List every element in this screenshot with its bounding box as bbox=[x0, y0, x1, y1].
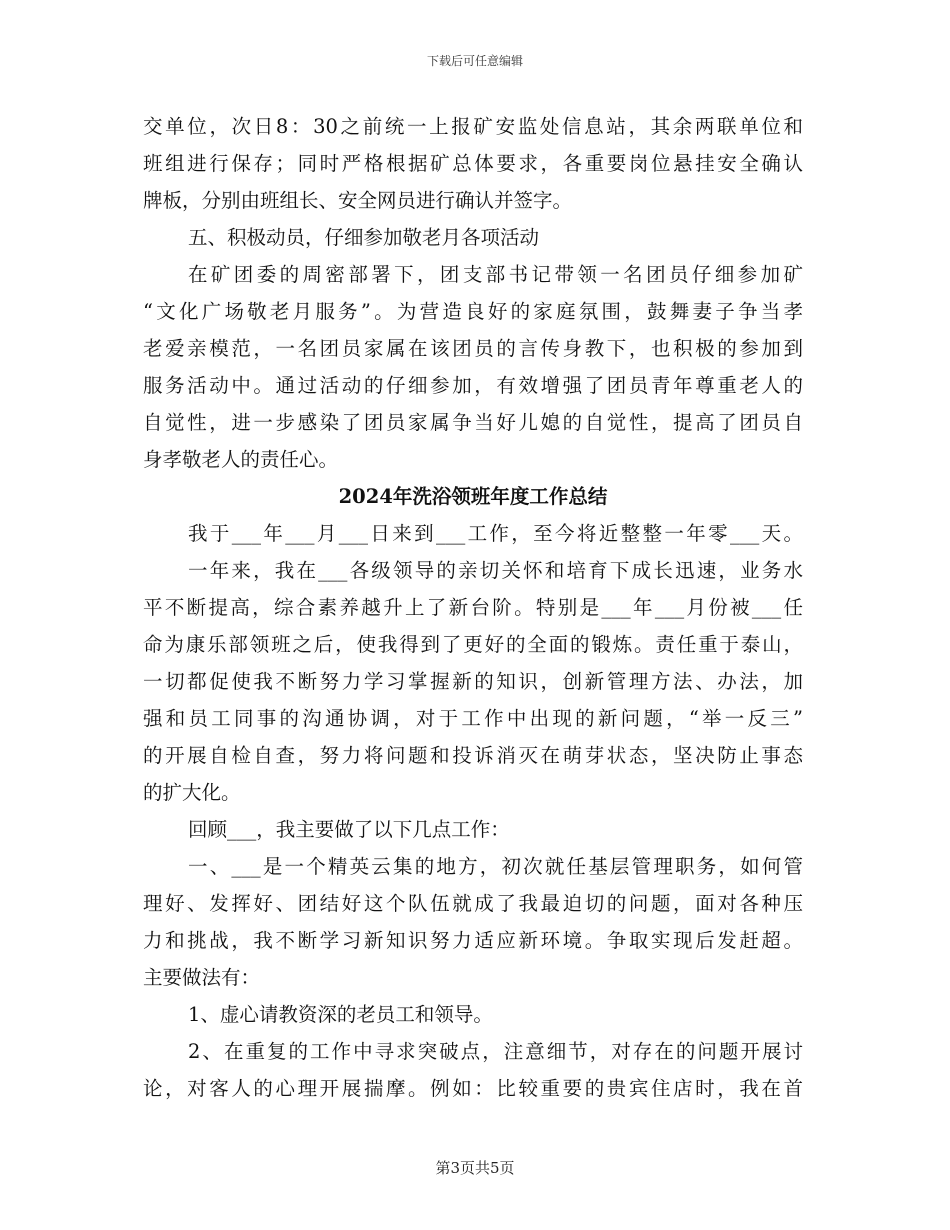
text-line: 力和挑战，我不断学习新知识努力适应新环境。争取实现后发赶超。 bbox=[143, 929, 803, 952]
text-line: 一切都促使我不断努力学习掌握新的知识，创新管理方法、办法，加 bbox=[143, 670, 803, 693]
text-line: 理好、发挥好、团结好这个队伍就成了我最迫切的问题，面对各种压 bbox=[143, 892, 803, 915]
document-body bbox=[143, 108, 803, 1107]
text-line: 自觉性，进一步感染了团员家属争当好儿媳的自觉性，提高了团员自 bbox=[143, 411, 803, 434]
text-line: 老爱亲模范，一名团员家属在该团员的言传身教下，也积极的参加到 bbox=[143, 337, 803, 360]
text-line: 2、在重复的工作中寻求突破点，注意细节，对存在的问题开展讨 bbox=[188, 1040, 803, 1063]
text-line: 回顾___，我主要做了以下几点工作： bbox=[188, 818, 510, 841]
text-line: 一、___是一个精英云集的地方，初次就任基层管理职务，如何管 bbox=[188, 855, 803, 878]
text-line: 强和员工同事的沟通协调，对于工作中出现的新问题，“举一反三” bbox=[143, 707, 803, 730]
text-line: 班组进行保存；同时严格根据矿总体要求，各重要岗位悬挂安全确认 bbox=[143, 152, 803, 175]
text-line: 服务活动中。通过活动的仔细参加，有效增强了团员青年尊重老人的 bbox=[143, 374, 803, 397]
section-title: 2024年洗浴领班年度工作总结 bbox=[338, 485, 608, 508]
text-line: 1、虚心请教资深的老员工和领导。 bbox=[188, 1003, 493, 1026]
text-line: 命为康乐部领班之后，使我得到了更好的全面的锻炼。责任重于泰山， bbox=[143, 633, 803, 656]
text-line: 一年来，我在___各级领导的亲切关怀和培育下成长迅速，业务水 bbox=[188, 559, 803, 582]
page-number: 第3页共5页 bbox=[435, 1159, 515, 1177]
text-line: 身孝敬老人的责任心。 bbox=[143, 448, 339, 471]
text-line: 平不断提高，综合素养越升上了新台阶。特别是___年___月份被___任 bbox=[143, 596, 803, 619]
text-line: 主要做法有： bbox=[143, 966, 261, 989]
text-line: 交单位，次日8：30之前统一上报矿安监处信息站，其余两联单位和 bbox=[143, 115, 803, 138]
text-line: 我于___年___月___日来到___工作，至今将近整整一年零___天。 bbox=[188, 522, 803, 545]
text-line: 在矿团委的周密部署下，团支部书记带领一名团员仔细参加矿 bbox=[188, 263, 803, 286]
text-line: 的扩大化。 bbox=[143, 781, 241, 804]
text-line: 牌板，分别由班组长、安全网员进行确认并签字。 bbox=[143, 189, 573, 212]
header-note: 下载后可任意编辑 bbox=[426, 54, 523, 68]
text-line: 五、积极动员，仔细参加敬老月各项活动 bbox=[188, 226, 540, 249]
text-line: “文化广场敬老月服务”。为营造良好的家庭氛围，鼓舞妻子争当孝 bbox=[143, 300, 803, 323]
text-line: 的开展自检自查，努力将问题和投诉消灭在萌芽状态，坚决防止事态 bbox=[143, 744, 803, 767]
text-line: 论，对客人的心理开展揣摩。例如：比较重要的贵宾住店时，我在首 bbox=[143, 1077, 803, 1100]
